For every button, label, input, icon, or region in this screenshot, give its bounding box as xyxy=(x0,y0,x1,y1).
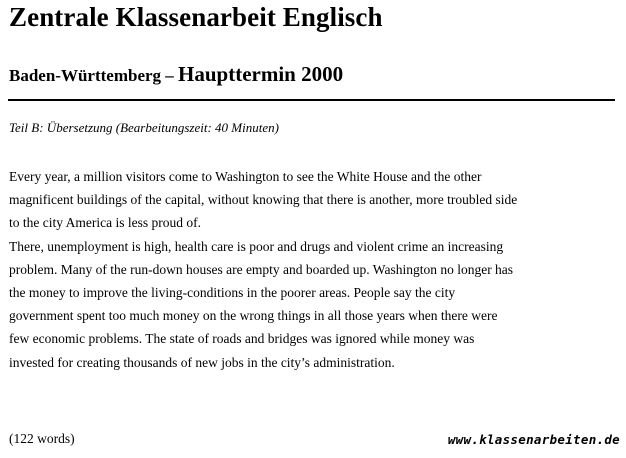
passage-text xyxy=(9,165,614,374)
paragraph-1 xyxy=(9,165,614,235)
text-line: government spent too much money on the wrong things in all those years when there were xyxy=(9,308,498,324)
text-line: problem. Many of the run-down houses are empty and boarded up. Washington no longer has xyxy=(9,261,514,277)
subtitle-term: Haupttermin 2000 xyxy=(178,62,344,86)
section-label: Teil B: Übersetzung (Bearbeitungszeit: 40 Minuten) xyxy=(9,120,279,135)
text-line: There, unemployment is high, health care is poor and drugs and violent crime an increasing xyxy=(9,238,504,254)
word-count: (122 words) xyxy=(9,431,75,446)
paragraph-2 xyxy=(9,235,614,374)
text-line: to the city America is less proud of. xyxy=(9,215,201,231)
text-line: Every year, a million visitors come to Washington to see the White House and the other xyxy=(9,169,482,184)
subtitle-state: Baden-Württemberg – xyxy=(9,66,179,85)
website-watermark: www.klassenarbeiten.de xyxy=(447,432,620,447)
text-line: few economic problems. The state of roads and bridges was ignored while money was xyxy=(9,331,475,347)
text-line: the money to improve the living-conditions in the poorer areas. People say the city xyxy=(9,285,456,301)
header-divider xyxy=(8,99,615,101)
page-subtitle xyxy=(9,61,343,88)
text-line: magnificent buildings of the capital, without knowing that there is another, more troubled side xyxy=(9,192,518,208)
page-title: Zentrale Klassenarbeit Englisch xyxy=(9,2,383,32)
text-line: invested for creating thousands of new jobs in the city’s administration. xyxy=(9,354,395,370)
